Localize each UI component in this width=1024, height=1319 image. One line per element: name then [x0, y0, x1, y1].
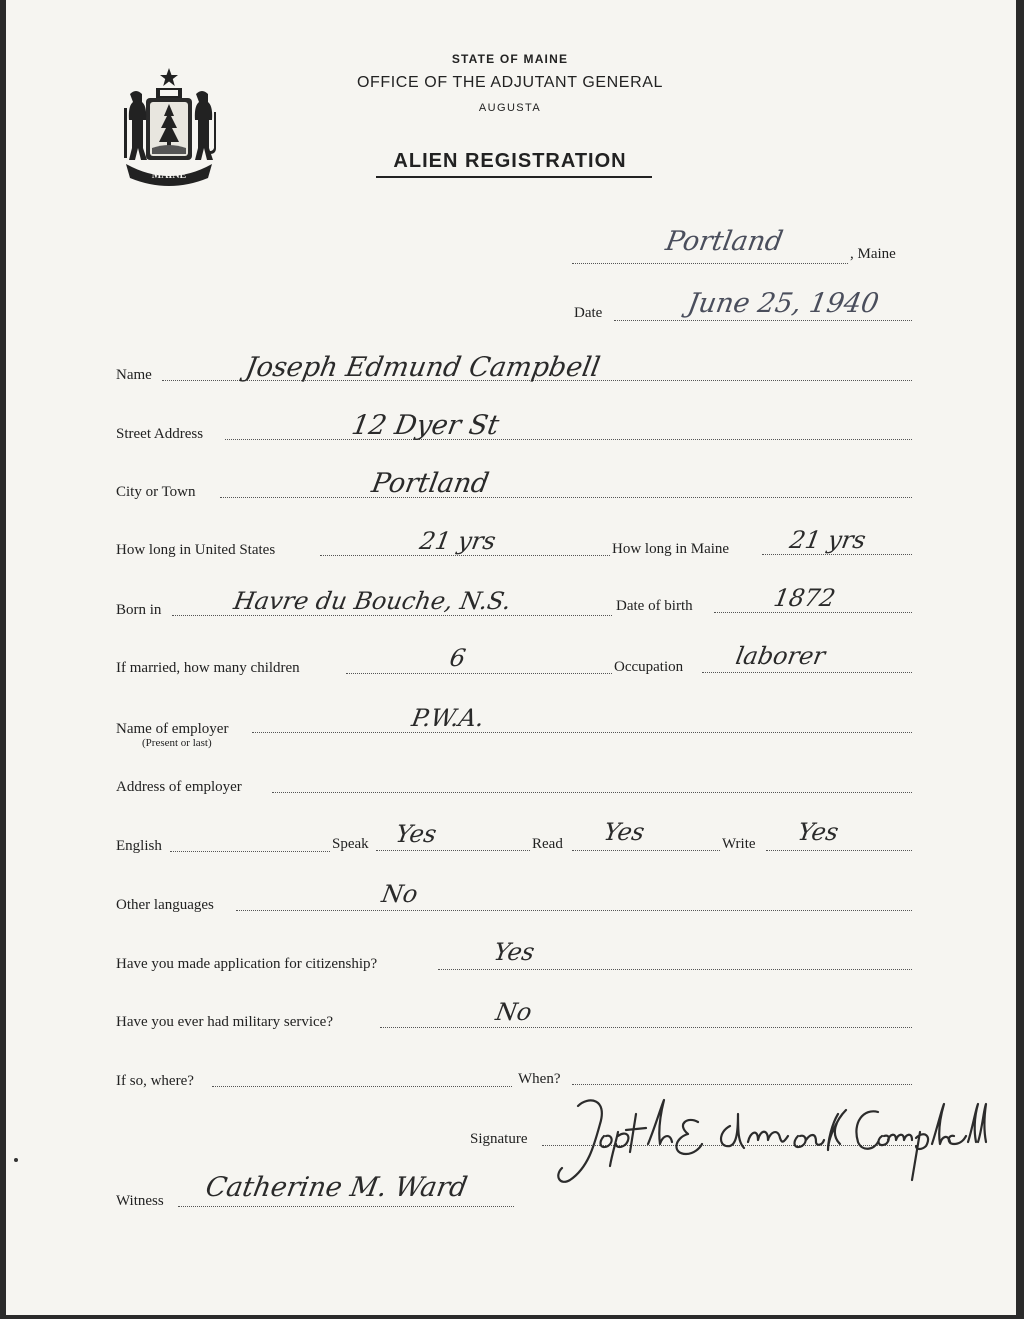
where-line: [212, 1086, 512, 1087]
employer-address-line: [272, 792, 912, 793]
children-label: If married, how many children: [116, 660, 300, 676]
street-address-label: Street Address: [116, 426, 204, 442]
born-in-line: [172, 615, 612, 616]
location-line: [572, 263, 848, 264]
employer-line: [252, 732, 912, 733]
form-title: ALIEN REGISTRATION: [393, 150, 627, 172]
employer-label: Name of employer: [116, 721, 229, 737]
name-value: Joseph Edmund Campbell: [243, 352, 603, 383]
born-in-value: Havre du Bouche, N.S.: [231, 587, 514, 615]
city-label: City or Town: [116, 484, 196, 500]
when-label: When?: [518, 1071, 561, 1087]
header-office: OFFICE OF THE ADJUTANT GENERAL: [356, 74, 664, 91]
how-long-us-line: [320, 555, 610, 556]
city-value: Portland: [369, 468, 492, 499]
other-languages-line: [236, 910, 912, 911]
english-line: [170, 851, 330, 852]
occupation-label: Occupation: [614, 659, 684, 675]
read-line: [572, 850, 720, 851]
other-languages-value: No: [379, 880, 420, 908]
how-long-maine-value: 21 yrs: [787, 526, 868, 554]
signature-label: Signature: [470, 1131, 528, 1147]
speak-value: Yes: [393, 820, 439, 848]
date-label: Date: [574, 305, 603, 321]
citizenship-value: Yes: [491, 938, 537, 966]
speak-line: [376, 850, 530, 851]
date-of-birth-value: 1872: [771, 584, 838, 612]
read-label: Read: [532, 836, 563, 852]
witness-label: Witness: [116, 1193, 164, 1209]
date-line: [614, 320, 912, 321]
street-address-value: 12 Dyer St: [349, 410, 502, 441]
english-label: English: [116, 838, 162, 854]
employer-value: P.W.A.: [409, 704, 487, 732]
children-line: [346, 673, 612, 674]
write-value: Yes: [795, 818, 841, 846]
read-value: Yes: [601, 818, 647, 846]
scan-edge-right: [1016, 0, 1024, 1319]
location-suffix: , Maine: [850, 246, 896, 262]
header-state: STATE OF MAINE: [451, 52, 569, 66]
location-value: Portland: [663, 226, 786, 257]
signature-mark: [548, 1084, 988, 1194]
city-line: [220, 497, 912, 498]
scan-edge-left: [0, 0, 6, 1319]
title-underline: [376, 176, 652, 178]
occupation-line: [702, 672, 912, 673]
other-languages-label: Other languages: [116, 897, 214, 913]
employer-sublabel: (Present or last): [142, 737, 212, 749]
scan-edge-bottom: [0, 1315, 1024, 1319]
date-of-birth-label: Date of birth: [616, 598, 693, 614]
where-label: If so, where?: [116, 1073, 194, 1089]
witness-value: Catherine M. Ward: [203, 1172, 470, 1203]
scan-speck: [14, 1158, 18, 1162]
children-value: 6: [447, 644, 468, 672]
date-value: June 25, 1940: [685, 288, 882, 319]
occupation-value: laborer: [733, 642, 828, 670]
how-long-maine-label: How long in Maine: [612, 541, 730, 557]
write-label: Write: [722, 836, 756, 852]
employer-address-label: Address of employer: [116, 779, 242, 795]
date-of-birth-line: [714, 612, 912, 613]
write-line: [766, 850, 912, 851]
seal-banner-text: MAINE: [151, 170, 187, 181]
citizenship-line: [438, 969, 912, 970]
speak-label: Speak: [332, 836, 369, 852]
name-label: Name: [116, 367, 152, 383]
street-address-line: [225, 439, 912, 440]
how-long-us-label: How long in United States: [116, 542, 276, 558]
how-long-maine-line: [762, 554, 912, 555]
citizenship-label: Have you made application for citizenship?: [116, 956, 378, 972]
military-value: No: [493, 998, 534, 1026]
military-line: [380, 1027, 912, 1028]
how-long-us-value: 21 yrs: [417, 527, 498, 555]
header-city: AUGUSTA: [478, 102, 542, 114]
born-in-label: Born in: [116, 602, 162, 618]
witness-line: [178, 1206, 514, 1207]
military-label: Have you ever had military service?: [116, 1014, 333, 1030]
